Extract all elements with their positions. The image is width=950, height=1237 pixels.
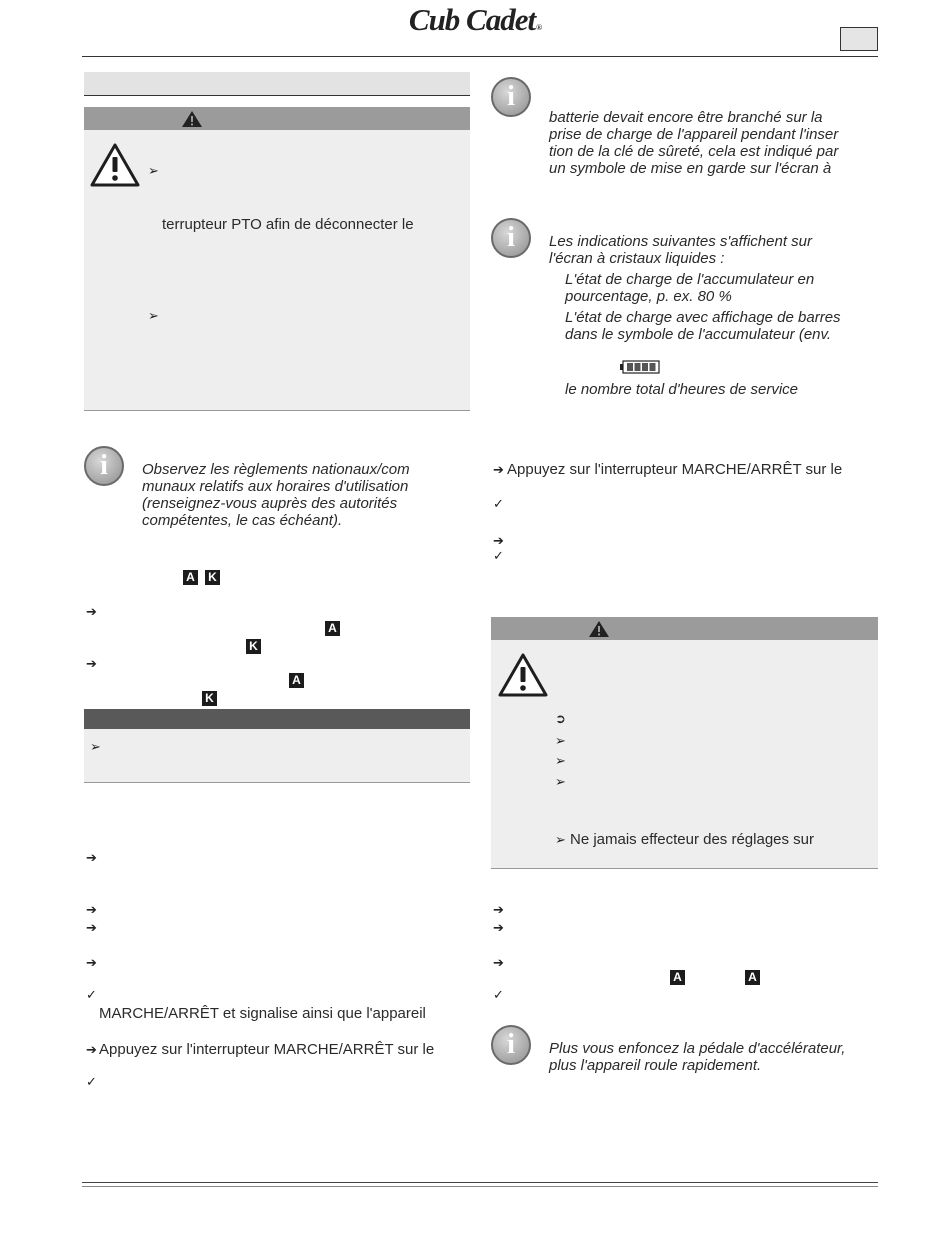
warning-panel-rule [491, 868, 878, 869]
info-icon: i [491, 1025, 531, 1065]
header-rule [82, 56, 878, 57]
info-text-line: munaux relatifs aux horaires d'utilisation [142, 478, 409, 495]
lcd-item-line: L'état de charge de l'accumulateur en [565, 271, 815, 288]
bullet-arrow-icon: ➢ [555, 733, 566, 748]
info-icon: i [491, 77, 531, 117]
bullet-arrow-icon: ➢ [555, 753, 566, 768]
step-arrow-icon: ➔ [86, 656, 97, 671]
warning-small-icon [181, 110, 203, 128]
step-text-appuyez: Appuyez sur l'interrupteur MARCHE/ARRÊT sur le [507, 461, 843, 478]
info-text-line: compétentes, le cas échéant). [142, 512, 343, 529]
info-text-line: prise de charge de l'appareil pendant l'inser [549, 126, 839, 143]
figure-badge-a: A [183, 570, 198, 585]
result-check-icon: ✓ [493, 496, 504, 511]
figure-badge-k: K [205, 570, 220, 585]
result-check-icon: ✓ [493, 548, 504, 563]
warning-panel [84, 130, 470, 410]
bullet-arrow-icon: ➢ [555, 832, 566, 847]
section-heading-band [84, 72, 470, 96]
step-arrow-icon: ➔ [493, 533, 504, 548]
warning-text-reglages: Ne jamais effecteur des réglages sur [570, 831, 815, 848]
warning-small-icon [588, 620, 610, 638]
step-text-appuyez: Appuyez sur l'interrupteur MARCHE/ARRÊT sur le [99, 1041, 435, 1058]
section-heading-rule [84, 95, 470, 96]
figure-badge-a: A [289, 673, 304, 688]
step-arrow-icon: ➔ [493, 462, 504, 477]
step-arrow-icon: ➔ [86, 604, 97, 619]
figure-badge-k: K [246, 639, 261, 654]
warning-triangle-icon [497, 652, 549, 698]
info-text-line: un symbole de mise en garde sur l'écran à [549, 160, 832, 177]
step-arrow-icon: ➔ [493, 902, 504, 917]
info-text-line: Les indications suivantes s'affichent sur [549, 233, 813, 250]
warning-text-pto: terrupteur PTO afin de déconnecter le [162, 216, 414, 233]
result-check-icon: ✓ [493, 987, 504, 1002]
lcd-item-line: pourcentage, p. ex. 80 % [565, 288, 732, 305]
lcd-item-line: le nombre total d'heures de service [565, 381, 798, 398]
step-arrow-icon: ➔ [493, 955, 504, 970]
info-text-line: Observez les règlements nationaux/com [142, 461, 410, 478]
info-icon: i [84, 446, 124, 486]
bullet-arrow-icon: ➢ [148, 308, 159, 323]
bullet-arrow-icon: ➢ [90, 739, 101, 754]
lcd-item-line: L'état de charge avec affichage de barres [565, 309, 841, 326]
figure-badge-a: A [670, 970, 685, 985]
info-text-line: plus l'appareil roule rapidement. [549, 1057, 762, 1074]
step-arrow-icon: ➔ [86, 902, 97, 917]
bullet-arrow-icon: ➢ [555, 774, 566, 789]
step-arrow-icon: ➔ [493, 920, 504, 935]
result-check-icon: ✓ [86, 1074, 97, 1089]
battery-icon [620, 360, 660, 374]
info-text-line: Plus vous enfoncez la pédale d'accélérateur, [549, 1040, 846, 1057]
info-icon: i [491, 218, 531, 258]
step-arrow-icon: ➔ [86, 955, 97, 970]
step-arrow-icon: ➔ [86, 850, 97, 865]
lcd-item-line: dans le symbole de l'accumulateur (env. [565, 326, 832, 343]
warning-header-bar [491, 617, 878, 640]
figure-badge-a: A [325, 621, 340, 636]
figure-badge-k: K [202, 691, 217, 706]
figure-badge-a: A [745, 970, 760, 985]
result-text-marche: MARCHE/ARRÊT et signalise ainsi que l'appareil [99, 1005, 426, 1022]
warning-panel-rule [84, 410, 470, 411]
note-panel-rule [84, 782, 470, 783]
result-check-icon: ✓ [86, 987, 97, 1002]
warning-header-bar [84, 107, 470, 130]
info-text-line: batterie devait encore être branché sur la [549, 109, 823, 126]
bullet-arrow-icon: ➢ [148, 163, 159, 178]
warning-triangle-icon [89, 142, 141, 188]
circle-arrow-icon: ➲ [555, 711, 566, 726]
footer-rule-bottom [82, 1186, 878, 1187]
cub-cadet-logo: Cub Cadet® [408, 2, 542, 37]
info-text-line: tion de la clé de sûreté, cela est indiqué par [549, 143, 839, 160]
info-text-line: (renseignez-vous auprès des autorités [142, 495, 398, 512]
info-text-line: l'écran à cristaux liquides : [549, 250, 725, 267]
page-number-box [840, 27, 878, 51]
step-arrow-icon: ➔ [86, 920, 97, 935]
note-header-bar [84, 709, 470, 729]
note-panel [84, 729, 470, 782]
footer-rule-top [82, 1182, 878, 1183]
step-arrow-icon: ➔ [86, 1042, 97, 1057]
